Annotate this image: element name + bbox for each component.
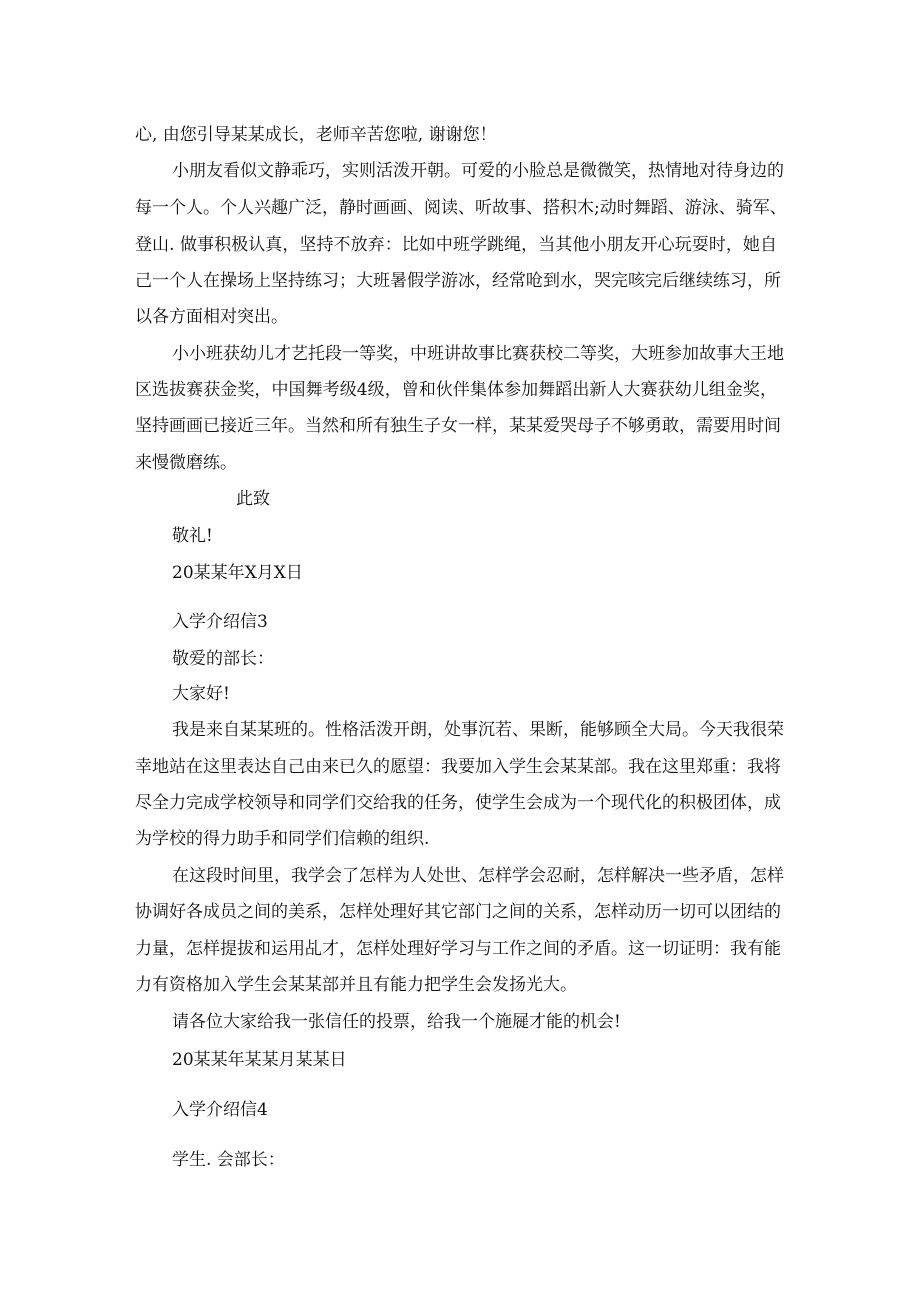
paragraph-line: 我是来自某某班的。性格活泼开朗，处事沉若、果断，能够顾全大局。今天我很荣 bbox=[172, 720, 784, 740]
letter-title: 入学介绍信4 bbox=[172, 1100, 268, 1120]
paragraph-line: 请各位大家给我一张信任的投票，给我一个施屣才能的机会! bbox=[172, 1012, 621, 1032]
paragraph-line: 每一个人。个人兴趣广泛，静时画画、阅读、听故事、搭积木;动时舞蹈、游泳、骑军、 bbox=[135, 198, 787, 218]
salutation: 敬爱的部长： bbox=[172, 649, 274, 669]
paragraph-line: 协调好各成员之间的美系，怎样处理好其它部门之间的关系，怎样动历一切可以团结的 bbox=[135, 902, 781, 922]
paragraph-line: 以各方面相对突出。 bbox=[135, 307, 288, 327]
paragraph-line: 己一个人在操场上坚持练习；大班暑假学游冰，经常呛到水，哭完咳完后继续练习，所 bbox=[135, 271, 781, 291]
paragraph-line: 力量，怎样提拔和运用乩才，怎样处理好学习与工作之间的矛盾。这一切证明：我有能 bbox=[135, 939, 781, 959]
paragraph-line: 登山. 做事积极认真，坚持不放弃：比如中班学跳绳，当其他小朋友开心玩耍时，她自 bbox=[135, 235, 777, 255]
letter-title: 入学介绍信3 bbox=[172, 612, 268, 632]
paragraph-line: 幸地站在这里表达自己由来已久的愿望：我要加入学生会某某部。我在这里郑重：我将 bbox=[135, 757, 781, 777]
opening-line: 心, 由您引导某某成长，老师辛苦您啦, 谢谢您！ bbox=[135, 125, 497, 145]
paragraph-line: 为学校的得力助手和同学们信赖的组织. bbox=[135, 829, 430, 849]
paragraph-line: 来慢微磨练。 bbox=[135, 453, 237, 473]
paragraph-line: 区选拔赛获金奖，中国舞考级4级，曾和伙伴集体参加舞蹈出新人大赛获幼儿组金奖， bbox=[135, 380, 777, 400]
paragraph-line: 小小班获幼儿才艺托段一等奖，中班讲故事比赛获校二等奖，大班参加故事大王地 bbox=[172, 344, 784, 364]
closing-text: 此致 bbox=[236, 489, 270, 509]
greeting: 大家好! bbox=[172, 684, 230, 704]
paragraph-line: 力有资格加入学生会某某部并且有能力把学生会发扬光大。 bbox=[135, 975, 577, 995]
closing-salute: 敬礼! bbox=[172, 526, 213, 546]
paragraph-line: 坚持画画已接近三年。当然和所有独生子女一样，某某爱哭母子不够勇敢，需要用时间 bbox=[135, 416, 781, 436]
paragraph-line: 尽全力完成学校领导和同学们交给我的任务，使学生会成为一个现代化的积极团体，成 bbox=[135, 793, 781, 813]
paragraph-line: 小朋友看似文静乖巧，实则活泼开朝。可爱的小脸总是微微笑，热情地对待身边的 bbox=[172, 161, 784, 181]
letter-date: 20某某年X月X日 bbox=[172, 563, 303, 583]
paragraph-line: 在这段时间里，我学会了怎样为人处世、怎样学会忍耐，怎样解决一些矛盾，怎样 bbox=[172, 866, 784, 886]
salutation: 学生. 会部长： bbox=[172, 1150, 285, 1170]
letter-date: 20某某年某某月某某日 bbox=[172, 1050, 347, 1070]
